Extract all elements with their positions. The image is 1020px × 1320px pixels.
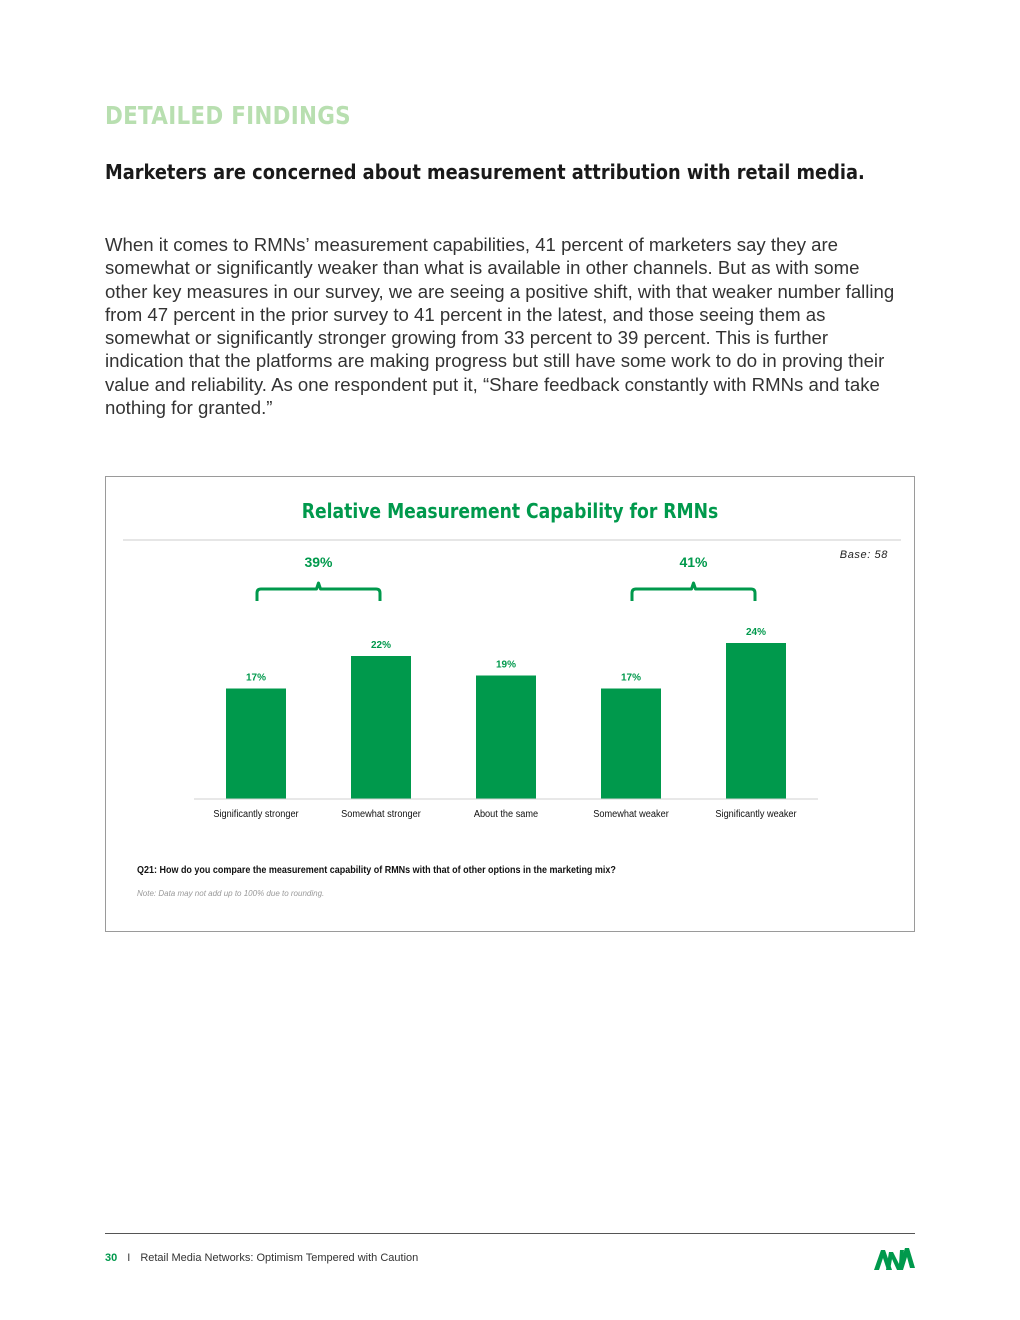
bar (601, 689, 661, 800)
footer (105, 1252, 418, 1264)
chart-title: Relative Measurement Capability for RMNs (301, 500, 719, 524)
bar-value-label: 22% (370, 640, 392, 651)
footer-separator: I (127, 1252, 131, 1264)
section-title: DETAILED FINDINGS (105, 101, 351, 130)
x-tick-label: Somewhat weaker (593, 808, 669, 821)
x-tick-label: Significantly weaker (715, 808, 797, 821)
group-bracket (632, 583, 755, 601)
x-tick-label: Somewhat stronger (341, 808, 421, 821)
chart-marks (213, 554, 797, 820)
page-number: 30 (105, 1252, 118, 1264)
group-total-label: 39% (304, 554, 333, 570)
bar-chart (106, 477, 914, 931)
bar-value-label: 17% (620, 672, 642, 684)
bar-value-label: 24% (745, 627, 767, 638)
subheading: Marketers are concerned about measurement attribution with retail media. (105, 160, 865, 184)
footer-title: Retail Media Networks: Optimism Tempered with Caution (140, 1252, 419, 1264)
group-total-label: 41% (679, 554, 708, 570)
rounding-note: Note: Data may not add up to 100% due to rounding. (137, 889, 325, 898)
base-note: Base: 58 (839, 549, 888, 561)
bar (226, 689, 286, 800)
bar-value-label: 19% (495, 659, 517, 671)
footer-rule (105, 1233, 915, 1234)
bar (351, 656, 411, 799)
body-paragraph: When it comes to RMNs’ measurement capabilities, 41 percent of marketers say they are somewhat or significantly weaker than what is available in other channels. But as with some other key measures in our survey, we are seeing a positive shift, with that weaker number falling from 47 percent in the prior survey to 41 percent in the latest, and those seeing them as somewhat or significantly stronger growing from 33 percent to 39 percent. This is further indication that the platforms are making progress but still have some work to do in proving their value and reliability. As one respondent put it, “Share feedback constantly with RMNs and take nothing for granted.” (105, 234, 895, 419)
question-text: Q21: How do you compare the measurement capability of RMNs with that of other options in the marketing mix? (137, 864, 616, 877)
ana-logo (872, 1244, 916, 1272)
chart-panel (105, 476, 915, 932)
bar (476, 676, 536, 800)
x-tick-label: About the same (473, 808, 539, 821)
group-bracket (257, 583, 380, 601)
bar-value-label: 17% (245, 672, 267, 684)
x-tick-label: Significantly stronger (213, 808, 299, 821)
bar (726, 643, 786, 799)
